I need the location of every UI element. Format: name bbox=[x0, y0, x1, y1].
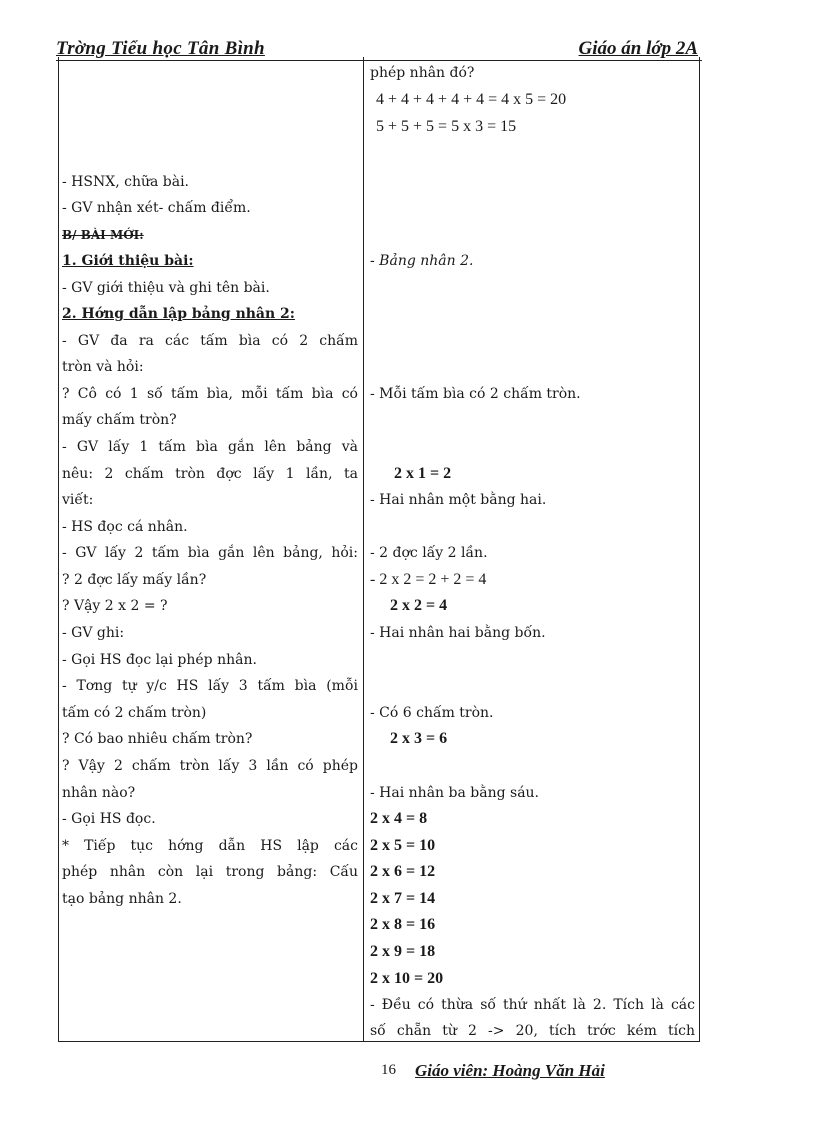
column-divider bbox=[363, 57, 364, 1041]
left-line: - Gọi HS đọc lại phép nhân. bbox=[62, 652, 257, 668]
section-heading-intro: 1. Giới thiệu bài: bbox=[62, 253, 194, 269]
multiplication-fact: 2 x 8 = 16 bbox=[370, 916, 436, 933]
left-line: ? 2 đợc lấy mấy lần? bbox=[62, 572, 207, 588]
multiplication-fact: 2 x 9 = 18 bbox=[370, 943, 436, 960]
left-line: tròn và hỏi: bbox=[62, 359, 144, 375]
left-line: - GV lấy 2 tấm bìa gắn lên bảng, hỏi: bbox=[62, 545, 358, 561]
left-line: nhân nào? bbox=[62, 785, 136, 801]
left-line: nêu: 2 chấm tròn đợc lấy 1 lần, ta bbox=[62, 466, 358, 482]
multiplication-fact: 2 x 5 = 10 bbox=[370, 837, 436, 854]
multiplication-fact: 2 x 4 = 8 bbox=[370, 810, 428, 827]
right-line: - Có 6 chấm tròn. bbox=[370, 705, 494, 721]
right-line: - Hai nhân hai bằng bốn. bbox=[370, 625, 546, 641]
left-line: phép nhân còn lại trong bảng: Cấu bbox=[62, 864, 358, 880]
left-line: - GV nhận xét- chấm điểm. bbox=[62, 200, 251, 216]
left-line: * Tiếp tục hớng dẫn HS lập các bbox=[62, 838, 358, 854]
left-line: tấm có 2 chấm tròn) bbox=[62, 705, 207, 721]
left-line: - GV giới thiệu và ghi tên bài. bbox=[62, 280, 270, 296]
left-line: - Gọi HS đọc. bbox=[62, 811, 156, 827]
multiplication-fact: 2 x 6 = 12 bbox=[370, 863, 436, 880]
right-line: - Hai nhân ba bằng sáu. bbox=[370, 785, 540, 801]
multiplication-fact: 2 x 1 = 2 bbox=[394, 465, 452, 482]
section-heading-multiplication-table: 2. Hớng dẫn lập bảng nhân 2: bbox=[62, 306, 295, 322]
left-line: - GV lấy 1 tấm bìa gắn lên bảng và bbox=[62, 439, 358, 455]
multiplication-fact: 2 x 3 = 6 bbox=[390, 730, 448, 747]
left-line: ? Cô có 1 số tấm bìa, mỗi tấm bìa có bbox=[62, 386, 358, 402]
left-line: - GV ghi: bbox=[62, 625, 125, 641]
right-line: - Mỗi tấm bìa có 2 chấm tròn. bbox=[370, 386, 581, 402]
page-footer bbox=[381, 1062, 701, 1082]
multiplication-fact: 2 x 2 = 4 bbox=[390, 597, 448, 614]
equation: - 2 x 2 = 2 + 2 = 4 bbox=[370, 571, 487, 588]
multiplication-fact: 2 x 10 = 20 bbox=[370, 970, 444, 987]
left-line: viết: bbox=[62, 492, 94, 508]
equation: 5 + 5 + 5 = 5 x 3 = 15 bbox=[376, 118, 517, 135]
right-line: phép nhân đó? bbox=[370, 65, 475, 81]
left-line: ? Có bao nhiêu chấm tròn? bbox=[62, 731, 253, 747]
right-line: - Hai nhân một bằng hai. bbox=[370, 492, 547, 508]
teacher-name: Giáo viên: Hoàng Văn Hải bbox=[415, 1061, 605, 1080]
section-heading-new-lesson: B/ BÀI MỚI: bbox=[62, 228, 144, 242]
right-line: - Bảng nhân 2. bbox=[370, 253, 474, 269]
right-line: - Đều có thừa số thứ nhất là 2. Tích là các bbox=[370, 997, 695, 1013]
left-line: - GV đa ra các tấm bìa có 2 chấm bbox=[62, 333, 358, 349]
left-line: tạo bảng nhân 2. bbox=[62, 891, 182, 907]
school-name: Trờng Tiểu học Tân Bình bbox=[56, 38, 265, 59]
left-line: mấy chấm tròn? bbox=[62, 412, 177, 428]
left-line: - Tơng tự y/c HS lấy 3 tấm bìa (mỗi bbox=[62, 678, 358, 694]
lesson-table bbox=[58, 57, 700, 1042]
lesson-plan-title: Giáo án lớp 2A bbox=[578, 38, 698, 59]
left-line: - HS đọc cá nhân. bbox=[62, 519, 188, 535]
left-line: ? Vậy 2 chấm tròn lấy 3 lần có phép bbox=[62, 758, 358, 774]
equation: 4 + 4 + 4 + 4 + 4 = 4 x 5 = 20 bbox=[376, 91, 567, 108]
multiplication-fact: 2 x 7 = 14 bbox=[370, 890, 436, 907]
left-line: ? Vậy 2 x 2 = ? bbox=[62, 598, 168, 614]
right-line: - 2 đợc lấy 2 lần. bbox=[370, 545, 488, 561]
page-number: 16 bbox=[381, 1062, 396, 1078]
right-line: số chẵn từ 2 -> 20, tích trớc kém tích bbox=[370, 1023, 695, 1039]
left-line: - HSNX, chữa bài. bbox=[62, 174, 190, 190]
